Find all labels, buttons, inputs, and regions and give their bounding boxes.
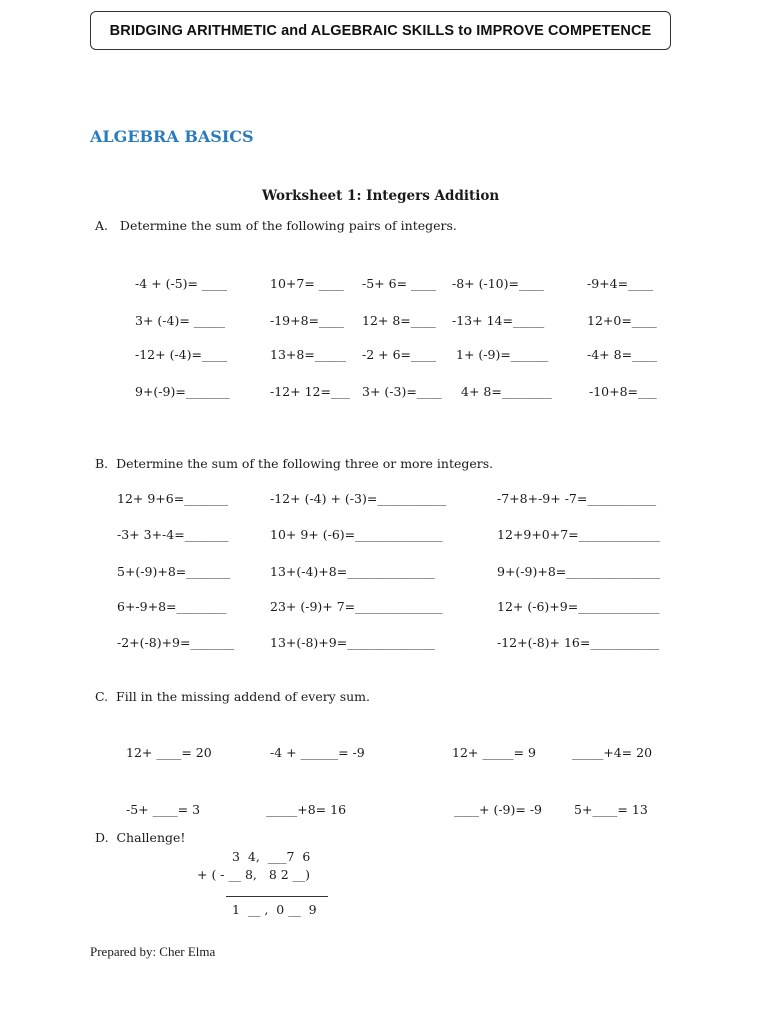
header-box <box>90 11 671 50</box>
part-b-problem: -12+(-8)+ 16=___________ <box>497 635 660 650</box>
part-a-problem: 12+0=____ <box>587 313 657 328</box>
part-a-problem: -2 + 6=____ <box>362 347 437 362</box>
part-a-problem: -19+8=____ <box>270 313 345 328</box>
part-b-instruction: B. Determine the sum of the following three or more integers. <box>95 456 494 471</box>
worksheet-title: Worksheet 1: Integers Addition <box>262 188 500 204</box>
part-c-problem: _____+8= 16 <box>266 802 347 817</box>
part-b-problem: 13+(-4)+8=______________ <box>270 564 435 579</box>
part-b-problem: 9+(-9)+8=_______________ <box>497 564 661 579</box>
part-c-problem: _____+4= 20 <box>572 745 653 760</box>
part-d-instruction: D. Challenge! <box>95 830 186 845</box>
part-b-problem: 10+ 9+ (-6)=______________ <box>270 527 443 542</box>
part-c-instruction: C. Fill in the missing addend of every sum. <box>95 689 371 704</box>
section-title: ALGEBRA BASICS <box>90 127 254 146</box>
part-a-problem: 3+ (-4)= _____ <box>135 313 226 328</box>
part-a-problem: -12+ 12=___ <box>270 384 350 399</box>
part-b-problem: 5+(-9)+8=_______ <box>117 564 231 579</box>
part-a-problem: -5+ 6= ____ <box>362 276 437 291</box>
part-c-problem: -4 + ______= -9 <box>270 745 365 760</box>
part-c-problem: 12+ ____= 20 <box>126 745 212 760</box>
challenge-line-2: + ( - __ 8, 8 2 __) <box>197 867 311 882</box>
part-a-problem: 13+8=_____ <box>270 347 347 362</box>
part-a-problem: 3+ (-3)=____ <box>362 384 442 399</box>
part-a-problem: 1+ (-9)=______ <box>456 347 549 362</box>
part-a-problem: 10+7= ____ <box>270 276 344 291</box>
challenge-line-3: 1 __ , 0 __ 9 <box>232 902 317 917</box>
part-a-problem: -9+4=____ <box>587 276 654 291</box>
part-c-problem: -5+ ____= 3 <box>126 802 201 817</box>
part-a-problem: -4+ 8=____ <box>587 347 658 362</box>
document-header-title: BRIDGING ARITHMETIC and ALGEBRAIC SKILLS to IMPROVE COMPETENCE <box>109 22 652 39</box>
part-b-problem: 12+ (-6)+9=_____________ <box>497 599 660 614</box>
part-c-problem: 12+ _____= 9 <box>452 745 537 760</box>
part-b-problem: -7+8+-9+ -7=___________ <box>497 491 657 506</box>
prepared-by: Prepared by: Cher Elma <box>90 944 216 959</box>
part-a-problem: 12+ 8=____ <box>362 313 436 328</box>
part-a-problem: -8+ (-10)=____ <box>452 276 544 291</box>
part-c-problem: ____+ (-9)= -9 <box>454 802 543 817</box>
part-b-problem: -3+ 3+-4=_______ <box>117 527 229 542</box>
part-b-problem: -12+ (-4) + (-3)=___________ <box>270 491 447 506</box>
part-b-problem: -2+(-8)+9=_______ <box>117 635 235 650</box>
part-b-problem: 6+-9+8=________ <box>117 599 227 614</box>
part-a-problem: -13+ 14=_____ <box>452 313 545 328</box>
challenge-line-1: 3 4, ___7 6 <box>232 849 311 864</box>
part-b-problem: 12+9+0+7=_____________ <box>497 527 660 542</box>
part-a-problem: -10+8=___ <box>589 384 657 399</box>
part-a-instruction: A. Determine the sum of the following pairs of integers. <box>95 218 457 233</box>
part-a-problem: -12+ (-4)=____ <box>135 347 227 362</box>
part-a-problem: 4+ 8=________ <box>461 384 552 399</box>
part-c-problem: 5+____= 13 <box>574 802 648 817</box>
part-b-problem: 23+ (-9)+ 7=______________ <box>270 599 443 614</box>
part-a-problem: 9+(-9)=_______ <box>135 384 230 399</box>
part-b-problem: 13+(-8)+9=______________ <box>270 635 435 650</box>
part-b-problem: 12+ 9+6=_______ <box>117 491 228 506</box>
challenge-sum-line <box>226 896 328 897</box>
part-a-problem: -4 + (-5)= ____ <box>135 276 227 291</box>
